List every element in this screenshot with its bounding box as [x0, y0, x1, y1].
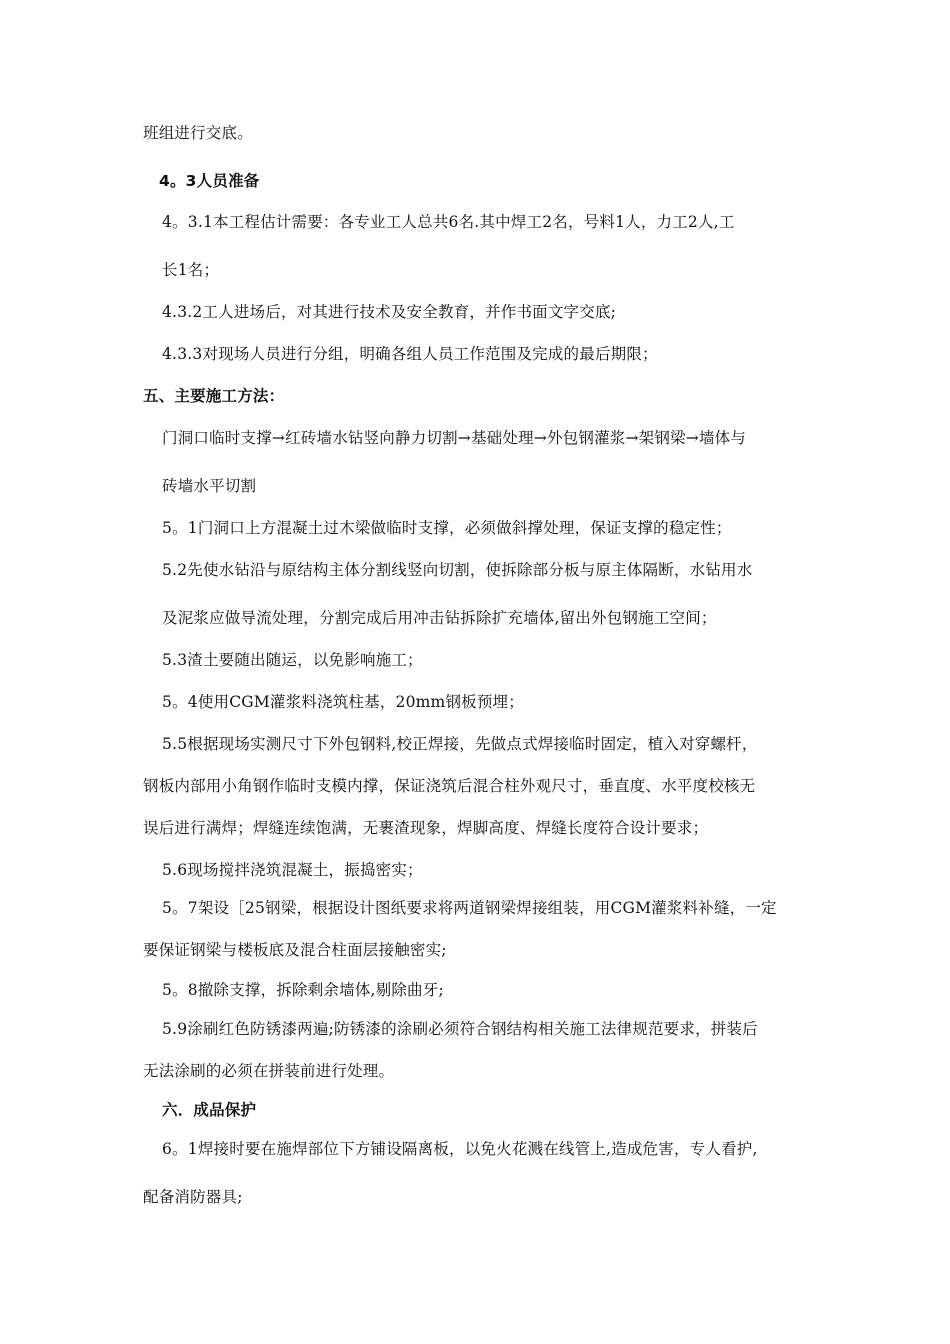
text-line: 5。7架设［25钢梁，根据设计图纸要求将两道钢梁焊接组装，用CGM灌浆料补缝，一定 [162, 899, 777, 917]
text-line: 长1名； [162, 261, 220, 279]
text-line: 5.5根据现场实测尺寸下外包钢料,校正焊接，先做点式焊接临时固定，植入对穿螺杆， [162, 735, 758, 753]
text-line: 5。4使用CGM灌浆料浇筑柱基，20mm钢板预埋； [162, 693, 524, 711]
text-line: 班组进行交底。 [143, 124, 253, 142]
text-line: 配备消防器具; [143, 1188, 243, 1206]
text-line: 4.3.2工人进场后，对其进行技术及安全教育，并作书面文字交底; [162, 303, 617, 321]
text-line: 砖墙水平切割 [162, 477, 257, 495]
text-line: 5.3渣土要随出随运，以免影响施工； [162, 651, 423, 669]
text-line: 5.9涂刷红色防锈漆两遍;防锈漆的涂刷必须符合钢结构相关施工法律规范要求，拼装后 [162, 1020, 758, 1038]
text-line: 5。8撤除支撑，拆除剩余墙体,剔除曲牙; [162, 981, 444, 999]
text-line: 5。1门洞口上方混凝土过木梁做临时支撑，必须做斜撑处理，保证支撑的稳定性； [162, 519, 732, 537]
text-line: 钢板内部用小角钢作临时支模内撑，保证浇筑后混合柱外观尺寸，垂直度、水平度校核无 [143, 777, 756, 795]
text-line: 门洞口临时支撑→红砖墙水钻竖向静力切割→基础处理→外包钢灌浆→架钢梁→墙体与 [162, 429, 747, 447]
text-line: 4。3.1本工程估计需要：各专业工人总共6名.其中焊工2名，号料1人，力工2人,工 [162, 213, 735, 231]
section-heading: 六．成品保护 [162, 1101, 257, 1119]
text-line: 误后进行满焊；焊缝连续饱满，无裹渣现象，焊脚高度、焊缝长度符合设计要求； [143, 819, 709, 837]
text-line: 4.3.3对现场人员进行分组，明确各组人员工作范围及完成的最后期限； [162, 345, 658, 363]
text-line: 5.2先使水钻沿与原结构主体分割线竖向切割，使拆除部分板与原主体隔断，水钻用水 [162, 561, 753, 579]
text-line: 及泥浆应做导流处理，分割完成后用冲击钻拆除扩充墙体,留出外包钢施工空间； [162, 609, 717, 627]
section-heading: 4。3人员准备 [159, 172, 260, 190]
text-line: 要保证钢梁与楼板底及混合柱面层接触密实; [143, 941, 447, 959]
text-line: 5.6现场搅拌浇筑混凝土，振捣密实； [162, 861, 423, 879]
section-heading: 五、主要施工方法： [143, 387, 285, 405]
text-line: 6。1焊接时要在施焊部位下方铺设隔离板，以免火花溅在线管上,造成危害，专人看护, [162, 1140, 758, 1158]
text-line: 无法涂刷的必须在拼装前进行处理。 [143, 1062, 395, 1080]
